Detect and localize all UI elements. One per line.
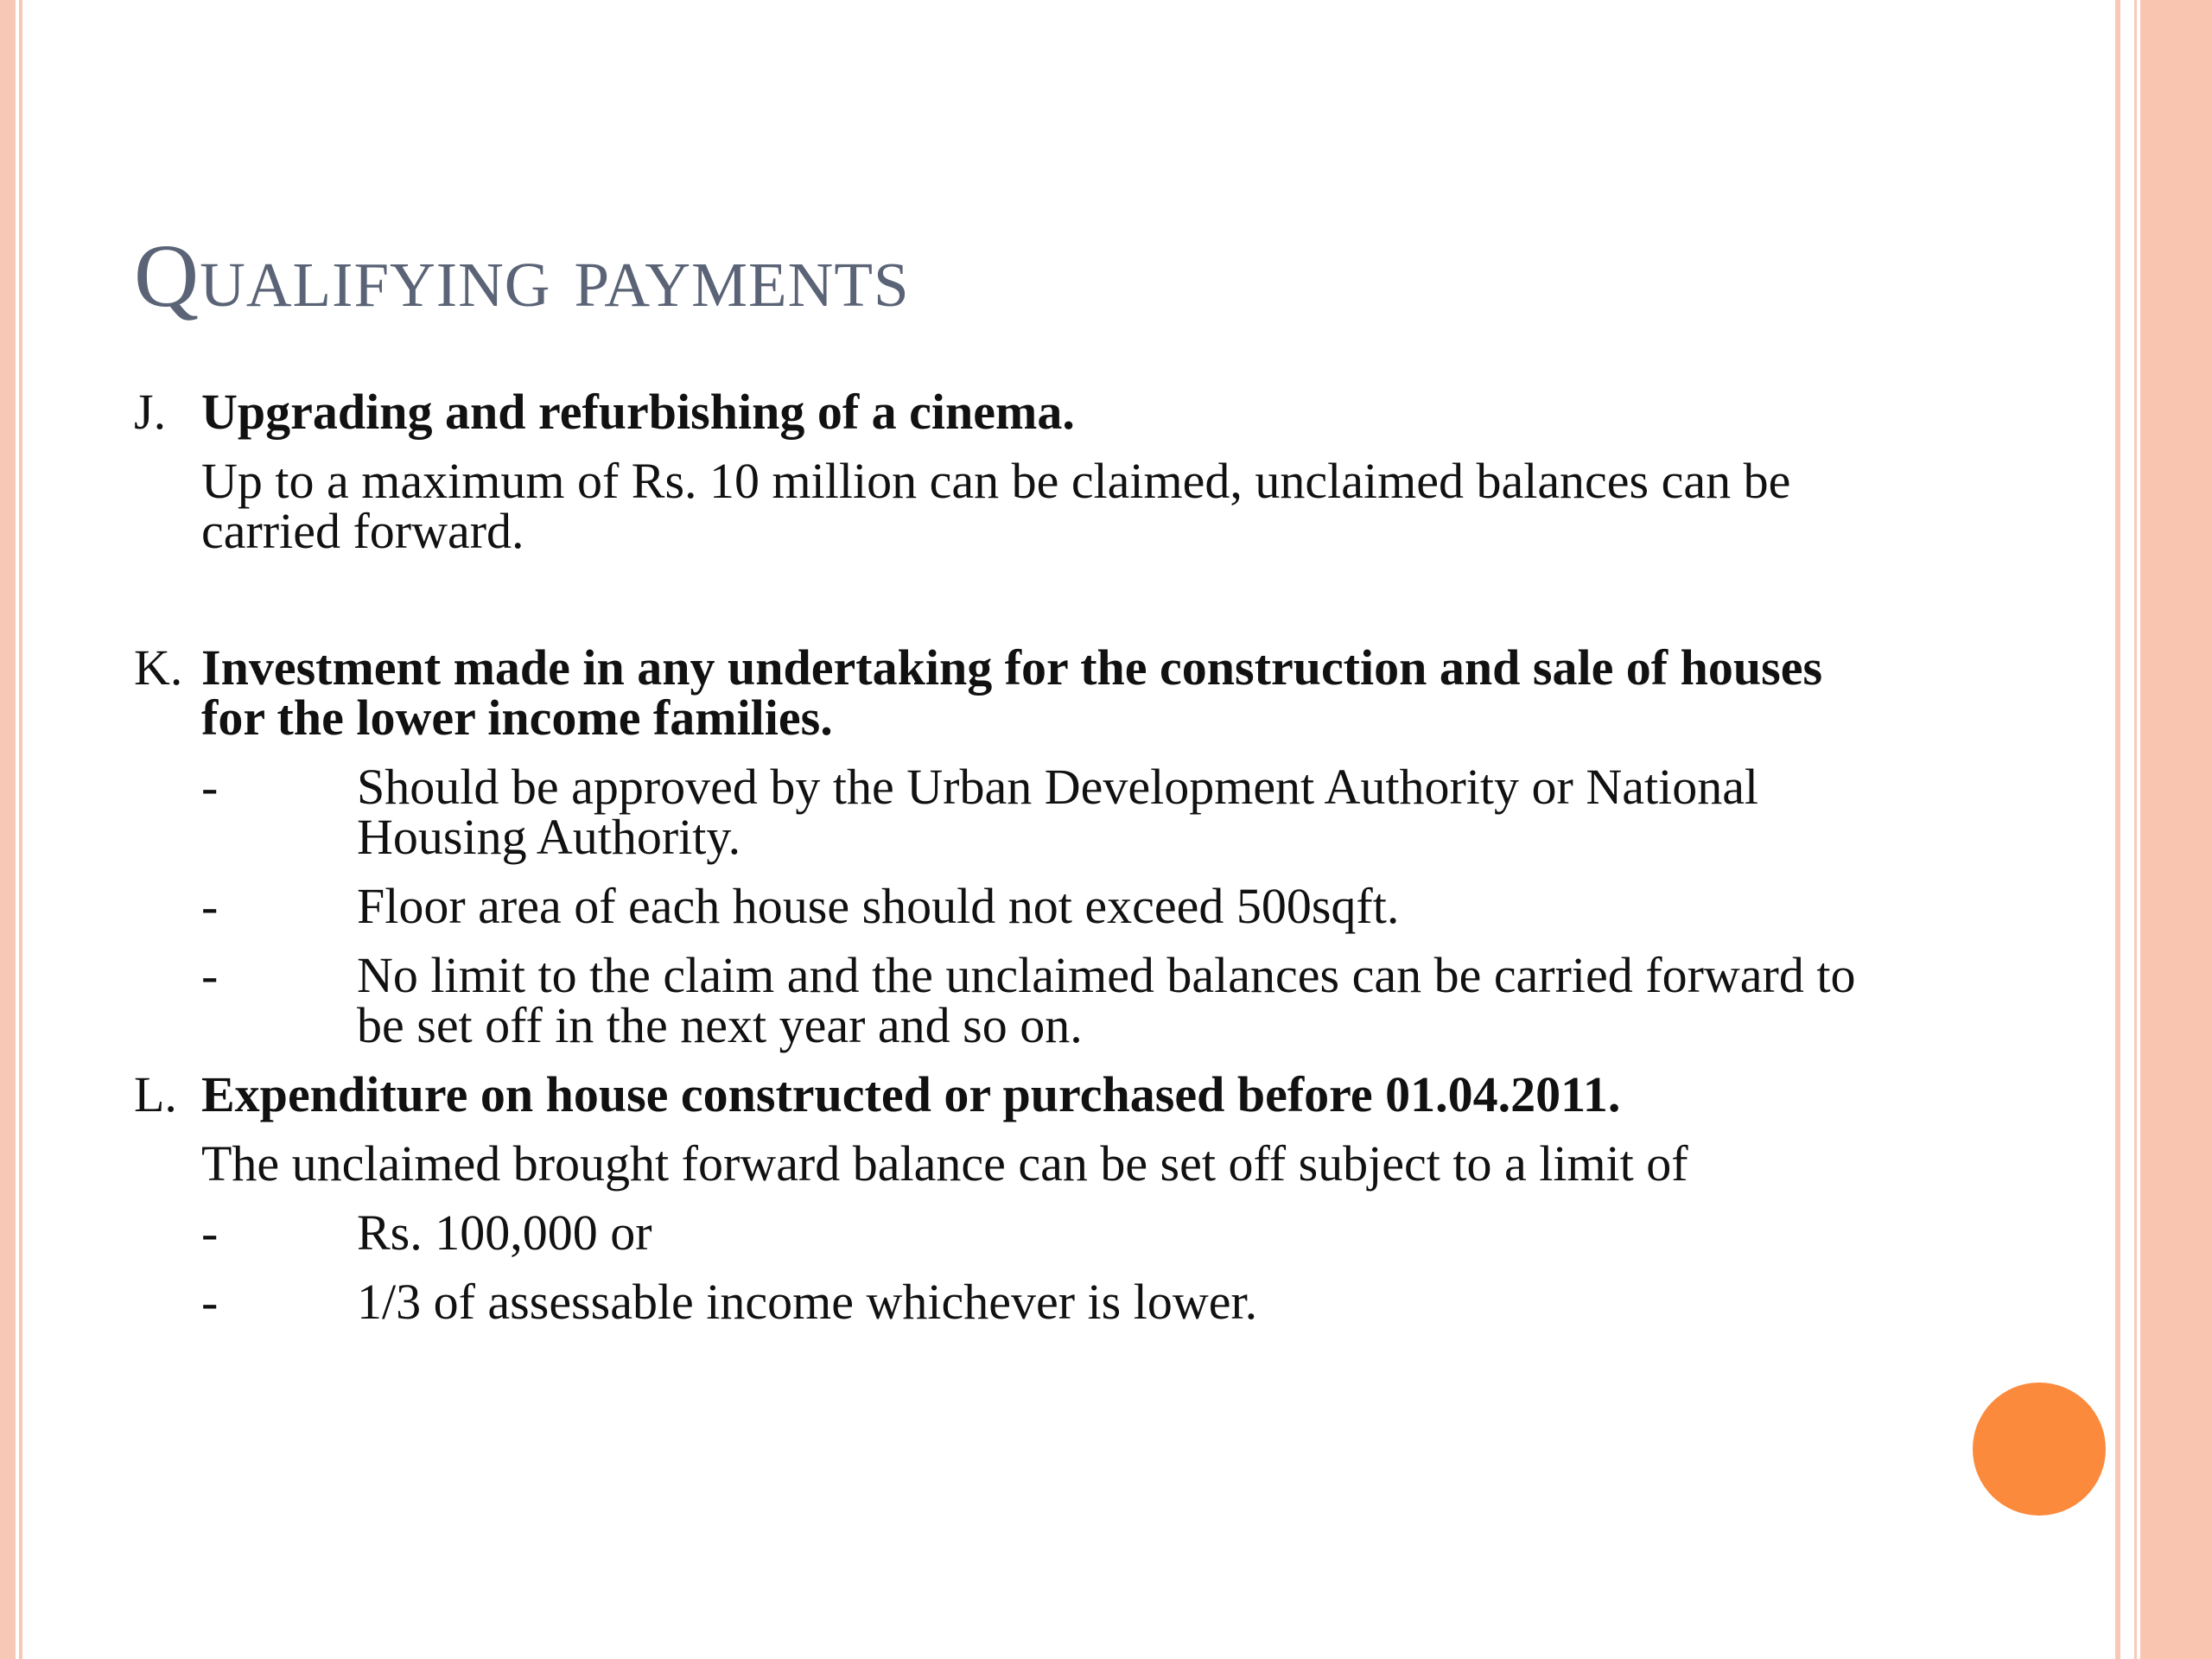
- bullet-item: [201, 878, 1862, 934]
- section-l: [134, 1066, 1862, 1330]
- bullet-text: No limit to the claim and the unclaimed balances can be carried forward to be set off in the next year and so on.: [357, 947, 1856, 1053]
- section-j: [134, 384, 1862, 559]
- bullet-dash: -: [201, 759, 219, 815]
- slide-body: [134, 384, 1862, 1330]
- bullet-dash: -: [201, 1274, 219, 1330]
- frame-stripe-right-thin-2: [2134, 0, 2137, 1659]
- section-heading: Investment made in any undertaking for the construction and sale of houses for the lower income families.: [201, 639, 1823, 746]
- slide-title: Qualifying payments: [134, 226, 910, 326]
- section-paragraph: The unclaimed brought forward balance can be set off subject to a limit of: [201, 1135, 1688, 1192]
- bullet-dash: -: [201, 878, 219, 934]
- bullet-text: Should be approved by the Urban Development Authority or National Housing Authority.: [357, 759, 1759, 865]
- bullet-dash: -: [201, 947, 219, 1003]
- section-k: [134, 639, 1862, 1053]
- bullet-item: [201, 1205, 1862, 1261]
- bullet-text: 1/3 of assessable income whichever is lower.: [357, 1274, 1258, 1330]
- frame-stripe-left-thin: [19, 0, 22, 1659]
- section-letter: J.: [134, 384, 167, 440]
- bullet-item: [201, 1274, 1862, 1330]
- bullet-item: [201, 759, 1862, 865]
- section-heading: Upgrading and refurbishing of a cinema.: [201, 384, 1075, 440]
- bullet-dash: -: [201, 1205, 219, 1261]
- bullet-text: Rs. 100,000 or: [357, 1205, 652, 1261]
- section-letter: K.: [134, 639, 183, 696]
- section-heading: Expenditure on house constructed or purchased before 01.04.2011.: [201, 1066, 1621, 1122]
- accent-circle: [1973, 1382, 2106, 1516]
- section-letter: L.: [134, 1066, 177, 1122]
- frame-stripe-right: [2140, 0, 2212, 1659]
- frame-stripe-right-thin: [2115, 0, 2120, 1659]
- frame-stripe-left: [0, 0, 16, 1659]
- bullet-text: Floor area of each house should not exceed 500sqft.: [357, 878, 1400, 934]
- bullet-item: [201, 947, 1862, 1053]
- section-paragraph: Up to a maximum of Rs. 10 million can be claimed, unclaimed balances can be carried forward.: [201, 453, 1791, 559]
